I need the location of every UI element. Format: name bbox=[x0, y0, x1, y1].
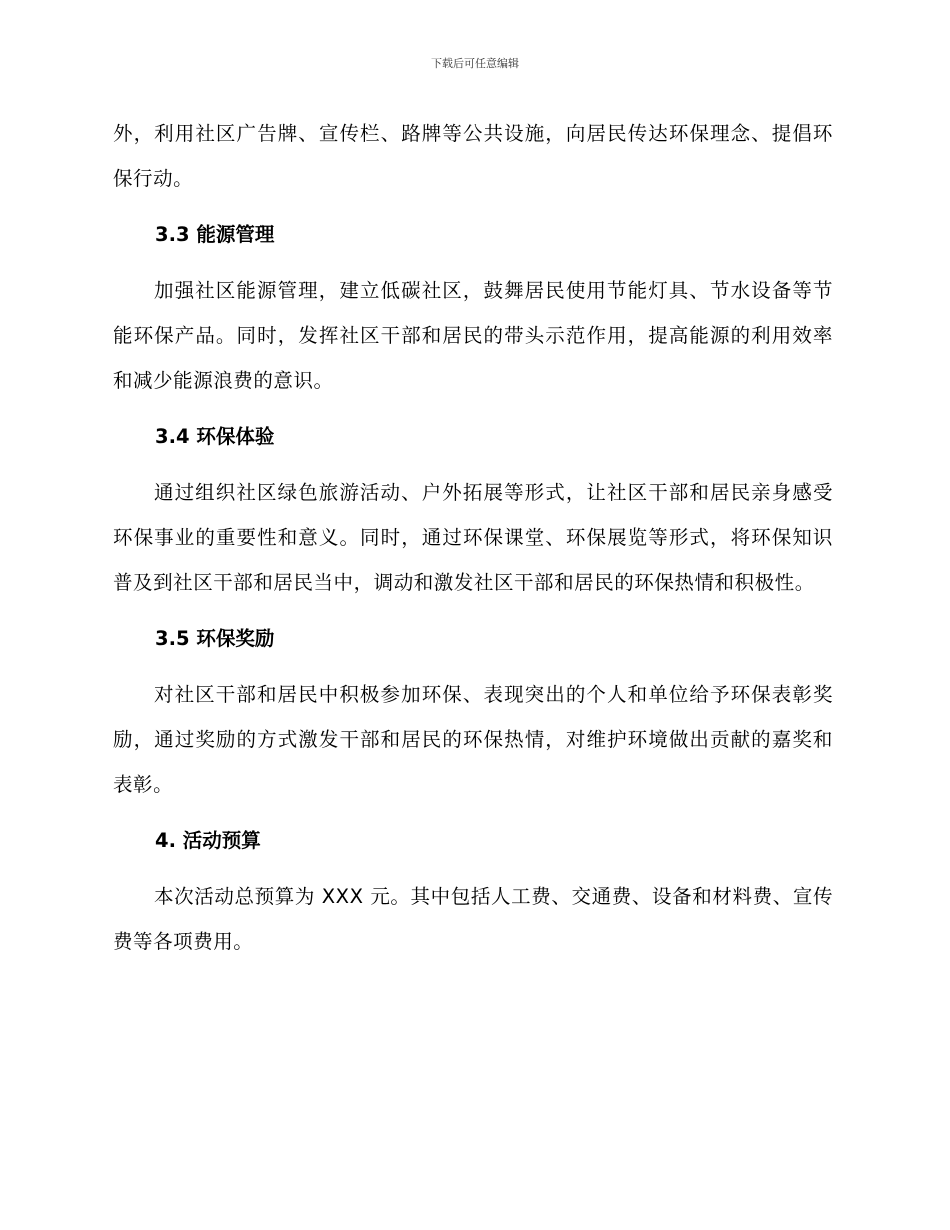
paragraph-budget: 本次活动总预算为 XXX 元。其中包括人工费、交通费、设备和材料费、宣传费等各项费用。 bbox=[113, 885, 833, 953]
document-body bbox=[113, 111, 833, 964]
paragraph-energy-management: 加强社区能源管理，建立低碳社区，鼓舞居民使用节能灯具、节水设备等节能环保产品。同时，发挥社区干部和居民的带头示范作用，提高能源的利用效率和减少能源浪费的意识。 bbox=[113, 279, 833, 392]
section-heading-4: 4. 活动预算 bbox=[155, 829, 261, 852]
paragraph-continued: 外，利用社区广告牌、宣传栏、路牌等公共设施，向居民传达环保理念、提倡环保行动。 bbox=[113, 122, 833, 190]
page-header: 下载后可任意编辑 bbox=[431, 57, 519, 70]
paragraph-eco-experience: 通过组织社区绿色旅游活动、户外拓展等形式，让社区干部和居民亲身感受环保事业的重要性和意义。同时，通过环保课堂、环保展览等形式，将环保知识普及到社区干部和居民当中，调动和激发社区干部和居民的环保热情和积极性。 bbox=[113, 481, 833, 594]
section-heading-3-5: 3.5 环保奖励 bbox=[155, 627, 275, 650]
paragraph-eco-rewards: 对社区干部和居民中积极参加环保、表现突出的个人和单位给予环保表彰奖励，通过奖励的方式激发干部和居民的环保热情，对维护环境做出贡献的嘉奖和表彰。 bbox=[113, 683, 833, 796]
section-heading-3-4: 3.4 环保体验 bbox=[155, 425, 275, 448]
section-heading-3-3: 3.3 能源管理 bbox=[155, 223, 275, 246]
